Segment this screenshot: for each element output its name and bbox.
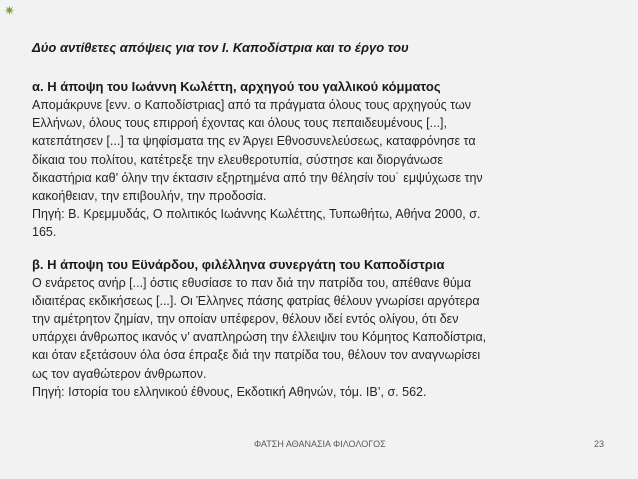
section-kolettis xyxy=(32,78,622,242)
slide-content xyxy=(32,40,622,415)
section-source: Πηγή: Ιστορία του ελληνικού έθνους, Εκδοτική Αθηνών, τόμ. ΙΒ’, σ. 562. xyxy=(32,384,427,399)
section-quote: Απομάκρυνε [ενν. ο Καποδίστριας] από τα πράγματα όλους τους αρχηγούς των Ελλήνων, όλους τους επιρροή έχοντας και όλους τους πεπαιδευμένους [...], κατεπάτησεν [...] τα ψηφίσματα της εν Άργει Εθνοσυνελεύσεως, καταφρόνησε τα δίκαια του πολίτου, κατέτρεξε την ελευθεροτυπία, σύστησε και διοργάνωσε δικαστήρια καθ’ όλην την έκτασιν εξηρτημένα από την θέλησίν του˙ εμψύχωσε την κακοήθειαν, την επιβουλήν, την προδοσία. xyxy=(32,98,483,204)
section-source: Πηγή: Β. Κρεμμυδάς, Ο πολιτικός Ιωάννης Κωλέττης, Τυπωθήτω, Αθήνα 2000, σ. 165. xyxy=(32,207,481,240)
page-number: 23 xyxy=(593,439,604,449)
section-heading: α. Η άποψη του Ιωάννη Κωλέττη, αρχηγού του γαλλικού κόμματος xyxy=(32,79,441,94)
section-heading: β. Η άποψη του Εϋνάρδου, φιλέλληνα συνεργάτη του Καποδίστρια xyxy=(32,256,445,272)
slide-title: Δύο αντίθετες απόψεις για τον Ι. Καποδίστρια και το έργο του xyxy=(32,40,409,55)
section-quote: Ο ενάρετος ανήρ [...] όστις εθυσίασε το παν διά την πατρίδα του, απέθανε θύμα ιδιαιτέρας εκδικήσεως [...]. Οι Έλληνες πάσης φατρίας θέλουν γνωρίσει αργότερα την αμέτρητον ζημίαν, την οποίαν υπέφερον, θέλουν ιδεί εντός ολίγου, ότι δεν υπάρχει άνθρωπος ικανός ν’ αναπληρώση την έλλειψιν του Κόμητος Καποδίστρια, και όταν εξετάσουν όλα όσα έπραξε διά την πατρίδα του, θέλουν τον αναγνωρίσει ως τον αγαθώτερον άνθρωπον. xyxy=(32,275,487,381)
slide-footer xyxy=(0,437,638,451)
decorative-corner-mark-icon: ✷ xyxy=(4,3,15,18)
section-eynard xyxy=(32,256,622,401)
footer-author: ΦΑΤΣΗ ΑΘΑΝΑΣΙΑ ΦΙΛΟΛΟΓΟΣ xyxy=(254,439,386,449)
